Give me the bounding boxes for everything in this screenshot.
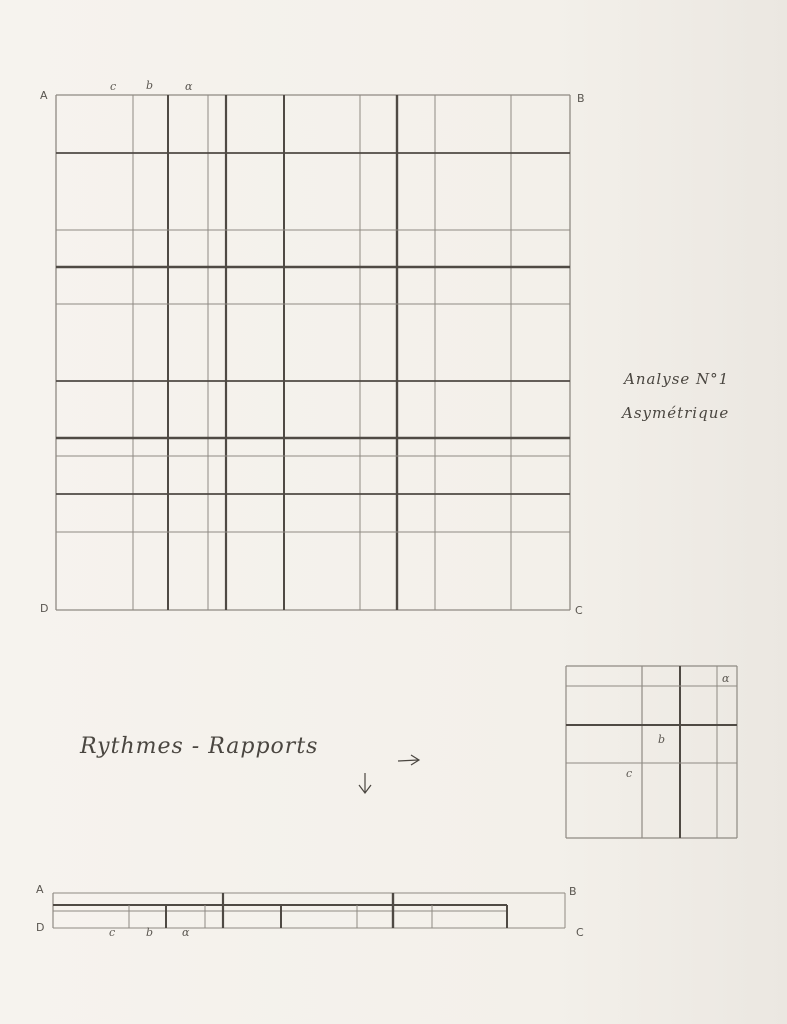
strip-corner-c: C (576, 926, 584, 939)
analysis-title: Analyse N°1 (624, 370, 730, 388)
strip-grid (53, 893, 565, 928)
analysis-subtitle: Asymétrique (622, 404, 730, 422)
small-mark-c: c (626, 767, 633, 780)
strip-mark-b: b (146, 926, 154, 939)
corner-label-d: D (40, 602, 49, 615)
small-grid (566, 666, 737, 838)
corner-label-b: B (577, 92, 585, 105)
caption-text: Rythmes - Rapports (80, 734, 319, 759)
strip-corner-d: D (36, 921, 45, 934)
strip-mark-c: c (109, 926, 116, 939)
main-grid (56, 95, 570, 610)
strip-mark-alpha: α (182, 926, 190, 939)
strip-corner-b: B (569, 885, 577, 898)
corner-label-a: A (40, 89, 48, 102)
down-arrow-icon (359, 773, 371, 793)
corner-label-c: C (575, 604, 583, 617)
column-mark-c: c (110, 80, 117, 93)
right-arrow-icon (398, 755, 419, 765)
strip-corner-a: A (36, 883, 44, 896)
small-mark-alpha: α (722, 672, 730, 685)
column-mark-b: b (146, 79, 154, 92)
column-mark-alpha: α (185, 80, 193, 93)
small-mark-b: b (658, 733, 666, 746)
